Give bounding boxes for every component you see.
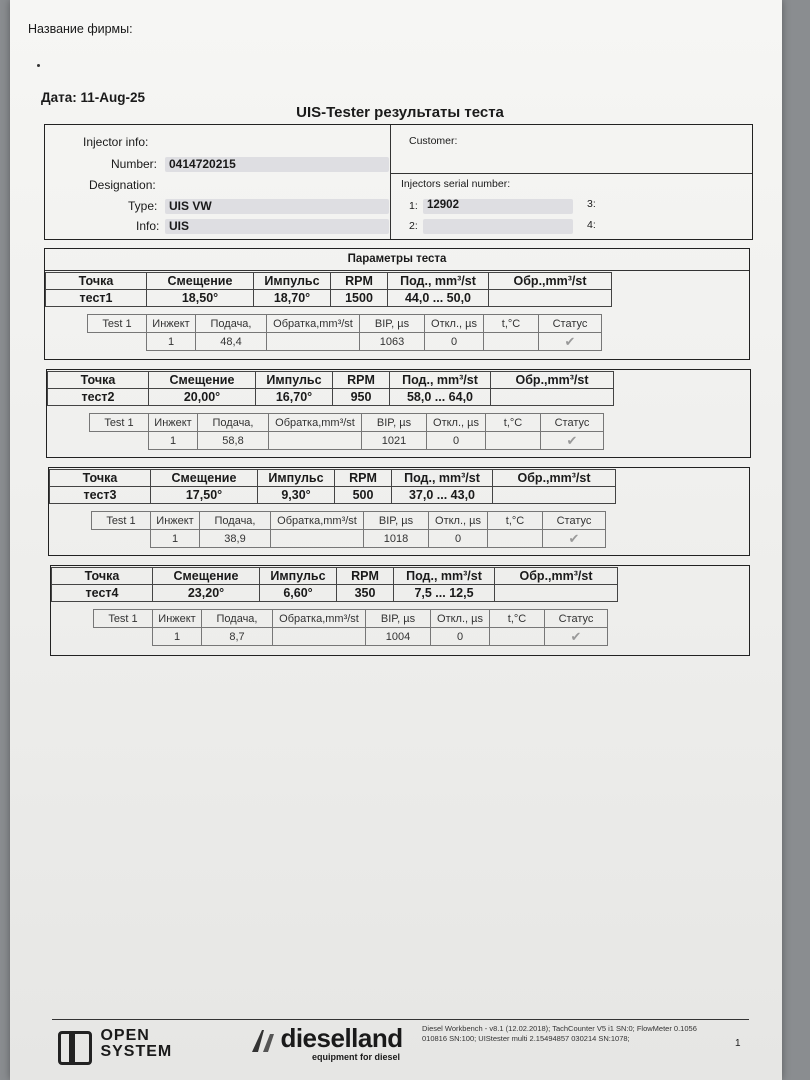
test-parameters-title: Параметры теста [45, 249, 749, 271]
table-row [88, 315, 602, 333]
sub-header-feed: Подача, [200, 512, 271, 530]
cell-feed: 58,8 [198, 432, 269, 450]
test-backflow [489, 290, 612, 307]
test-name: тест1 [46, 290, 147, 307]
header-backflow: Обр.,mm³/st [493, 470, 616, 487]
cell-status [545, 628, 608, 646]
serial-number-label: Injectors serial number: [401, 178, 511, 190]
header-backflow: Обр.,mm³/st [495, 568, 618, 585]
header-backflow: Обр.,mm³/st [491, 372, 614, 389]
test-parameters-box [44, 248, 750, 360]
table-row [48, 389, 614, 406]
sub-header-injector: Инжект [149, 414, 198, 432]
header-point: Точка [48, 372, 149, 389]
type-value: UIS VW [169, 199, 212, 213]
injector-info-box [44, 124, 753, 240]
cell-deviation: 0 [431, 628, 490, 646]
test-offset: 23,20° [153, 585, 260, 602]
redaction-mask [423, 219, 573, 234]
cell-bip: 1004 [366, 628, 431, 646]
sub-header-injector: Инжект [151, 512, 200, 530]
test-2-result-table [89, 413, 604, 450]
sub-header-deviation: Откл., µs [427, 414, 486, 432]
test-backflow [493, 487, 616, 504]
report-title: UIS-Tester результаты теста [296, 104, 504, 121]
sub-header-feed: Подача, [196, 315, 267, 333]
header-point: Точка [50, 470, 151, 487]
sub-header-return: Обратка,mm³/st [269, 414, 362, 432]
test-backflow [495, 585, 618, 602]
sub-header-status: Статус [541, 414, 604, 432]
sub-header-status: Статус [545, 610, 608, 628]
header-rpm: RPM [331, 273, 388, 290]
cell-feed: 38,9 [200, 530, 271, 548]
header-offset: Смещение [147, 273, 254, 290]
test-2-main-table [47, 371, 614, 406]
injector-info-label: Injector info: [83, 135, 149, 149]
table-row [52, 568, 618, 585]
header-rpm: RPM [337, 568, 394, 585]
table-row [94, 628, 608, 646]
report-page [10, 0, 782, 1080]
sub-header-deviation: Откл., µs [425, 315, 484, 333]
redaction-mask [165, 219, 389, 234]
test-name: тест3 [50, 487, 151, 504]
test-4-box [50, 565, 750, 656]
test-delivery: 7,5 ... 12,5 [394, 585, 495, 602]
sub-header-injector: Инжект [153, 610, 202, 628]
test-rpm: 500 [335, 487, 392, 504]
checkmark-icon: ✔ [564, 333, 576, 349]
test-offset: 17,50° [151, 487, 258, 504]
table-row [50, 487, 616, 504]
test-rpm: 950 [333, 389, 390, 406]
dieselland-mark-icon [250, 1028, 276, 1054]
table-row [90, 432, 604, 450]
cell-deviation: 0 [429, 530, 488, 548]
test-1-main-table [45, 272, 612, 307]
info-label: Info: [136, 219, 160, 233]
cell-temp [484, 333, 539, 351]
test-name: тест4 [52, 585, 153, 602]
test-pulse: 18,70° [254, 290, 331, 307]
table-row [90, 414, 604, 432]
sub-header-test: Test 1 [88, 315, 147, 333]
software-version-text [422, 1024, 697, 1044]
cell-status [543, 530, 606, 548]
header-pulse: Импульс [258, 470, 335, 487]
info-divider-vertical [390, 125, 391, 239]
header-offset: Смещение [151, 470, 258, 487]
header-delivery: Под., mm³/st [390, 372, 491, 389]
table-row [52, 585, 618, 602]
cell-injector: 1 [149, 432, 198, 450]
logo-line-1: OPEN [100, 1027, 150, 1044]
cell-injector: 1 [151, 530, 200, 548]
sub-header-test: Test 1 [90, 414, 149, 432]
cell-status [541, 432, 604, 450]
sub-header-temp: t,°C [490, 610, 545, 628]
sub-header-feed: Подача, [202, 610, 273, 628]
type-label: Type: [128, 199, 158, 213]
info-divider-horizontal [390, 173, 752, 174]
test-name: тест2 [48, 389, 149, 406]
sub-header-injector: Инжект [147, 315, 196, 333]
sub-header-return: Обратка,mm³/st [273, 610, 366, 628]
dieselland-name: dieselland [280, 1023, 403, 1053]
header-delivery: Под., mm³/st [388, 273, 489, 290]
serial-3-label: 3: [587, 198, 596, 210]
header-offset: Смещение [149, 372, 256, 389]
table-row [88, 333, 602, 351]
table-row [46, 290, 612, 307]
table-row [46, 273, 612, 290]
test-delivery: 58,0 ... 64,0 [390, 389, 491, 406]
cell-temp [486, 432, 541, 450]
cell-feed: 8,7 [202, 628, 273, 646]
test-1-result-table [87, 314, 602, 351]
sub-header-return: Обратка,mm³/st [271, 512, 364, 530]
version-line-2: 010816 SN:100; UIStester multi 2.15494857 030214 SN:1078; [422, 1034, 630, 1043]
cell-return [267, 333, 360, 351]
test-pulse: 16,70° [256, 389, 333, 406]
header-pulse: Импульс [256, 372, 333, 389]
cell-temp [488, 530, 543, 548]
serial-2-label: 2: [409, 220, 418, 232]
cell-return [271, 530, 364, 548]
report-date: Дата: 11-Aug-25 [41, 90, 146, 105]
checkmark-icon: ✔ [570, 628, 582, 644]
cell-injector: 1 [153, 628, 202, 646]
test-3-result-table [91, 511, 606, 548]
sub-header-status: Статус [543, 512, 606, 530]
sub-header-deviation: Откл., µs [429, 512, 488, 530]
sub-header-temp: t,°C [486, 414, 541, 432]
header-offset: Смещение [153, 568, 260, 585]
table-row [48, 372, 614, 389]
serial-1-value: 12902 [427, 199, 459, 211]
cell-deviation: 0 [425, 333, 484, 351]
sub-header-bip: BIP, µs [360, 315, 425, 333]
sub-header-feed: Подача, [198, 414, 269, 432]
test-3-main-table [49, 469, 616, 504]
test-offset: 18,50° [147, 290, 254, 307]
version-line-1: Diesel Workbench - v8.1 (12.02.2018); TachCounter V5 i1 SN:0; FlowMeter 0.1056 [422, 1024, 697, 1033]
test-offset: 20,00° [149, 389, 256, 406]
number-value: 0414720215 [169, 157, 236, 171]
cell-return [273, 628, 366, 646]
ink-dot [37, 64, 40, 67]
header-rpm: RPM [335, 470, 392, 487]
sub-header-bip: BIP, µs [364, 512, 429, 530]
test-4-main-table [51, 567, 618, 602]
cell-bip: 1021 [362, 432, 427, 450]
dieselland-logo [250, 1023, 403, 1062]
customer-label: Customer: [409, 135, 458, 147]
cell-feed: 48,4 [196, 333, 267, 351]
table-row [92, 530, 606, 548]
header-point: Точка [52, 568, 153, 585]
page-number: 1 [735, 1038, 741, 1049]
sub-header-temp: t,°C [484, 315, 539, 333]
header-point: Точка [46, 273, 147, 290]
open-system-logo [58, 1028, 172, 1065]
serial-1-label: 1: [409, 200, 418, 212]
test-3-box [48, 467, 750, 556]
checkmark-icon: ✔ [566, 432, 578, 448]
sub-header-test: Test 1 [94, 610, 153, 628]
dieselland-tagline: equipment for diesel [312, 1052, 401, 1062]
table-row [50, 470, 616, 487]
checkmark-icon: ✔ [568, 530, 580, 546]
company-label: Название фирмы: [28, 22, 133, 36]
table-row [94, 610, 608, 628]
test-rpm: 350 [337, 585, 394, 602]
table-row [92, 512, 606, 530]
header-delivery: Под., mm³/st [392, 470, 493, 487]
number-label: Number: [111, 157, 158, 171]
test-2-box [46, 369, 751, 458]
sub-header-temp: t,°C [488, 512, 543, 530]
cell-injector: 1 [147, 333, 196, 351]
cell-temp [490, 628, 545, 646]
cell-return [269, 432, 362, 450]
sub-header-status: Статус [539, 315, 602, 333]
logo-line-2: SYSTEM [100, 1043, 173, 1060]
header-rpm: RPM [333, 372, 390, 389]
cell-bip: 1018 [364, 530, 429, 548]
header-pulse: Импульс [260, 568, 337, 585]
header-pulse: Импульс [254, 273, 331, 290]
test-pulse: 6,60° [260, 585, 337, 602]
test-4-result-table [93, 609, 608, 646]
sub-header-deviation: Откл., µs [431, 610, 490, 628]
cell-status [539, 333, 602, 351]
sub-header-bip: BIP, µs [362, 414, 427, 432]
test-pulse: 9,30° [258, 487, 335, 504]
header-backflow: Обр.,mm³/st [489, 273, 612, 290]
test-delivery: 44,0 ... 50,0 [388, 290, 489, 307]
test-backflow [491, 389, 614, 406]
test-delivery: 37,0 ... 43,0 [392, 487, 493, 504]
info-value: UIS [169, 219, 190, 233]
open-system-mark-icon [58, 1031, 92, 1065]
designation-label: Designation: [89, 178, 156, 192]
sub-header-test: Test 1 [92, 512, 151, 530]
serial-4-label: 4: [587, 219, 596, 231]
cell-deviation: 0 [427, 432, 486, 450]
test-rpm: 1500 [331, 290, 388, 307]
footer-divider [52, 1019, 749, 1020]
sub-header-return: Обратка,mm³/st [267, 315, 360, 333]
cell-bip: 1063 [360, 333, 425, 351]
header-delivery: Под., mm³/st [394, 568, 495, 585]
sub-header-bip: BIP, µs [366, 610, 431, 628]
